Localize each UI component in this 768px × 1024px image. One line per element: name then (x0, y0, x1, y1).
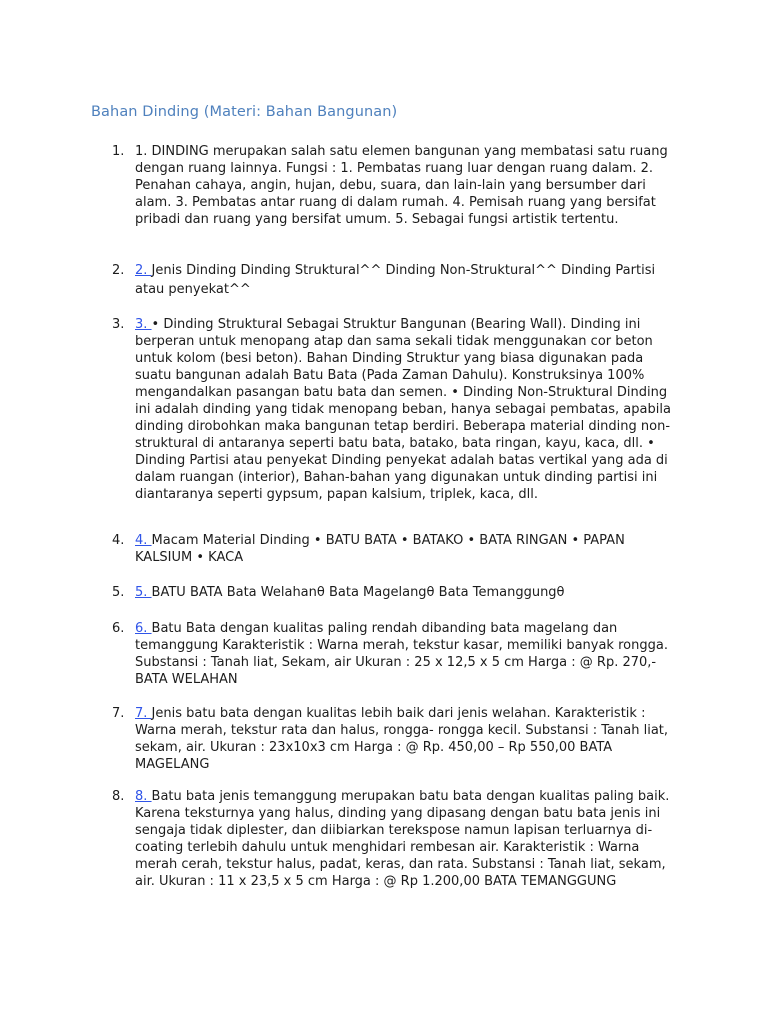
item-link-2[interactable]: 2. (135, 263, 152, 278)
list-item (112, 143, 682, 228)
item-link-3[interactable]: 3. (135, 317, 152, 332)
list-item (112, 584, 682, 601)
list-item-text: • Dinding Struktural Sebagai Struktur Bangunan (Bearing Wall). Dinding ini berperan untuk menopang atap dan sama sekali tidak menggunakan cor beton untuk kolom (besi beton). Bahan Dinding Struktur yang biasa digunakan pada suatu bangunan adalah Batu Bata (Pada Zaman Dahulu). Konstruksinya 100% mengandalkan pasangan batu bata dan semen. • Dinding Non-Struktural Dinding ini adalah dinding yang tidak menopang beban, hanya sebagai pembatas, apabila dinding dirobohkan maka bangunan tetap berdiri. Beberapa material dinding non-struktural di antaranya seperti batu bata, batako, bata ringan, kayu, kaca, dll. • Dinding Partisi atau penyekat Dinding penyekat adalah batas vertikal yang ada di dalam ruangan (interior), Bahan-bahan yang digunakan untuk dinding partisi ini diantaranya seperti gypsum, papan kalsium, triplek, kaca, dll. (135, 317, 671, 502)
list-item-number: 5. (112, 585, 125, 600)
list-item-number: 3. (112, 317, 125, 332)
list-item-number: 6. (112, 621, 125, 636)
list-item-number: 2. (112, 263, 125, 278)
list-item (112, 532, 682, 566)
item-link-6[interactable]: 6. (135, 621, 152, 636)
list-item-number: 7. (112, 706, 125, 721)
item-link-7[interactable]: 7. (135, 706, 152, 721)
item-link-4[interactable]: 4. (135, 533, 152, 548)
list-item-text: BATU BATA Bata Welahanθ Bata Magelangθ Bata Temanggungθ (151, 585, 565, 600)
list-item-text: Batu Bata dengan kualitas paling rendah dibanding bata magelang dan temanggung Karakteristik : Warna merah, tekstur kasar, memiliki banyak rongga. Substansi : Tanah liat, Sekam, air Ukuran : 25 x 12,5 x 5 cm Harga : @ Rp. 270,- BATA WELAHAN (135, 621, 668, 687)
item-link-8[interactable]: 8. (135, 789, 152, 804)
list-item (112, 261, 682, 299)
list-item-text: Batu bata jenis temanggung merupakan batu bata dengan kualitas paling baik. Karena teksturnya yang halus, dinding yang dipasang dengan batu bata jenis ini sengaja tidak diplester, dan diibiarkan terekspose namun lapisan terluarnya di-coating terlebih dahulu untuk menghidari rembesan air. Karakteristik : Warna merah cerah, tekstur halus, padat, keras, dan rata. Substansi : Tanah liat, sekam, air. Ukuran : 11 x 23,5 x 5 cm Harga : @ Rp 1.200,00 BATA TEMANGGUNG (135, 789, 670, 889)
list-item-body (135, 584, 682, 601)
item-link-5[interactable]: 5. (135, 585, 152, 600)
list-item-text: 1. DINDING merupakan salah satu elemen bangunan yang membatasi satu ruang dengan ruang lainnya. Fungsi : 1. Pembatas ruang luar dengan ruang dalam. 2. Penahan cahaya, angin, hujan, debu, suara, dan lain-lain yang bersumber dari alam. 3. Pembatas antar ruang di dalam rumah. 4. Pemisah ruang yang bersifat pribadi dan ruang yang bersifat umum. 5. Sebagai fungsi artistik tertentu. (135, 144, 668, 227)
list-item-text: Jenis Dinding Dinding Struktural^^ Dinding Non-Struktural^^ Dinding Partisi atau penyekat^^ (135, 263, 656, 297)
list-item (112, 705, 682, 773)
list-item-body (135, 620, 682, 688)
list-item (112, 788, 682, 890)
list-item-number: 4. (112, 533, 125, 548)
list-item (112, 620, 682, 688)
list-item-body (135, 261, 682, 299)
document-title: Bahan Dinding (Materi: Bahan Bangunan) (91, 104, 398, 120)
list-item-body (135, 143, 682, 228)
list-item-text: Jenis batu bata dengan kualitas lebih baik dari jenis welahan. Karakteristik : Warna merah, tekstur rata dan halus, rongga- rongga kecil. Substansi : Tanah liat, sekam, air. Ukuran : 23x10x3 cm Harga : @ Rp. 450,00 – Rp 550,00 BATA MAGELANG (135, 706, 669, 772)
list-item-body (135, 705, 682, 773)
list-item-number: 1. (112, 144, 125, 159)
list-item (112, 316, 682, 503)
list-item-text: Macam Material Dinding • BATU BATA • BATAKO • BATA RINGAN • PAPAN KALSIUM • KACA (135, 533, 625, 565)
list-item-body (135, 532, 682, 566)
list-item-number: 8. (112, 789, 125, 804)
list-item-body (135, 316, 682, 503)
list-item-body (135, 788, 682, 890)
